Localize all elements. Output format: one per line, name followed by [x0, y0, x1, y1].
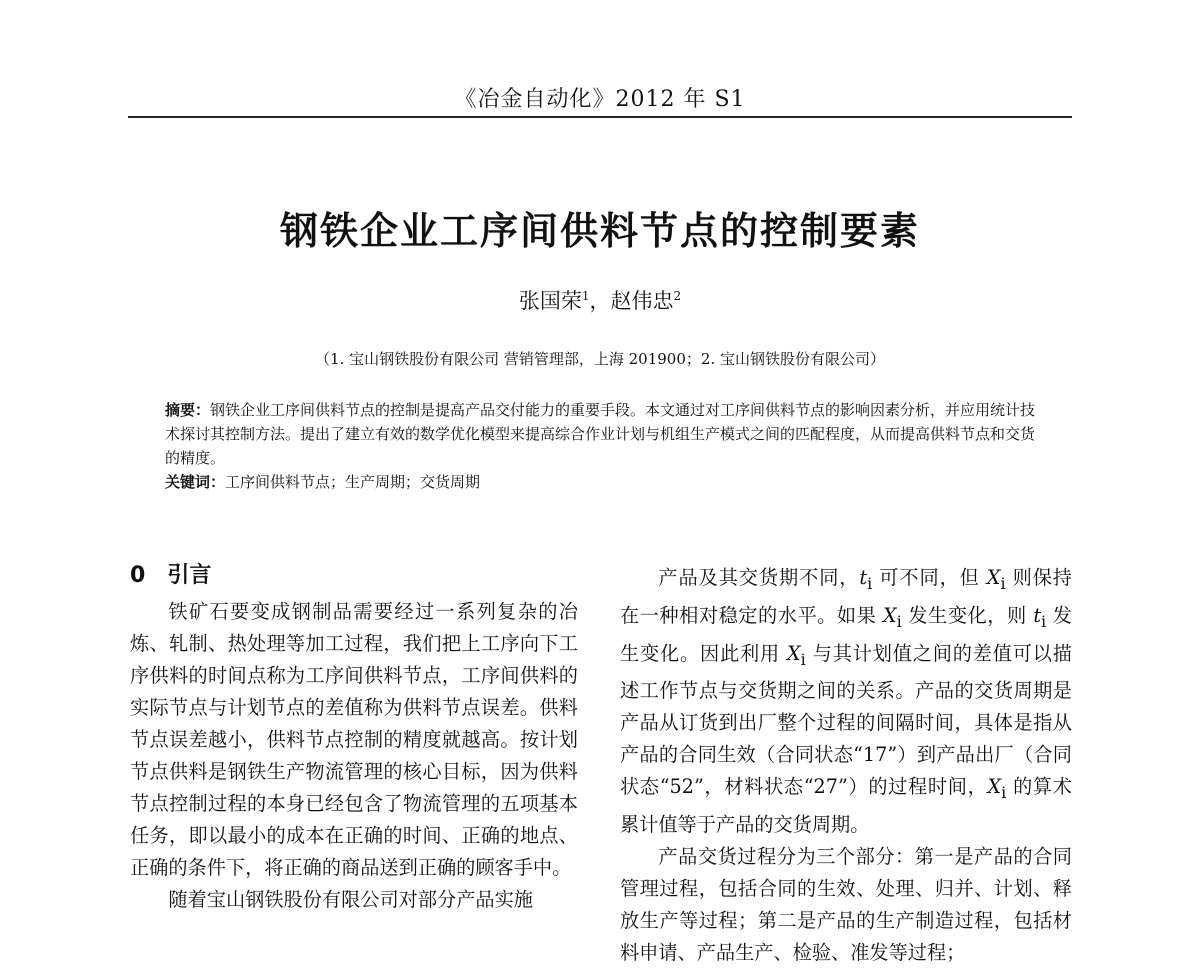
text-run: 发生变化，则 — [901, 603, 1034, 627]
journal-header: 《冶金自动化》2012 年 S1 — [454, 87, 746, 112]
var-sub: i — [800, 649, 806, 669]
author-1: 张国荣 — [518, 289, 582, 313]
right-column — [620, 562, 1072, 965]
abstract — [165, 398, 1045, 470]
keywords-text: 工序间供料节点；生产周期；交货周期 — [225, 473, 481, 491]
text-run: 则保持在一种相对稳定的水平。如果 — [620, 566, 1072, 627]
keywords — [165, 470, 1045, 494]
text-run: 发生变化。因此利用 — [620, 603, 1072, 665]
var-x: X — [786, 641, 801, 665]
paper-title: 钢铁企业工序间供料节点的控制要素 — [279, 209, 920, 253]
var-x: X — [986, 566, 1001, 589]
var-x: X — [882, 603, 897, 627]
section-title: 引言 — [167, 563, 212, 588]
var-sub: i — [1041, 611, 1047, 631]
author-1-affil: 1 — [581, 289, 590, 303]
abstract-label: 摘要： — [165, 401, 211, 419]
author-2: 赵伟忠 — [610, 289, 674, 313]
var-sub: i — [1000, 573, 1006, 593]
right-paragraph-1 — [620, 562, 1072, 841]
author-2-affil: 2 — [673, 289, 682, 303]
text-run: 的算术累计值等于产品的交货周期。 — [620, 775, 1072, 837]
intro-paragraph-1: 铁矿石要变成钢制品需要经过一系列复杂的冶炼、轧制、热处理等加工过程，我们把上工序向下工序供料的时间点称为工序间供料节点，工序间供料的实际节点与计划节点的差值称为供料节点误差。供料节点误差越小，供料节点控制的精度就越高。按计划节点供料是钢铁生产物流管理的核心目标，因为供料节点控制过程的本身已经包含了物流管理的五项基本任务，即以最小的成本在正确的时间、正确的地点、正确的条件下，将正确的商品送到正确的顾客手中。 — [130, 600, 578, 879]
abstract-block — [165, 398, 1045, 494]
text-run: 可不同，但 — [872, 566, 987, 589]
var-x: X — [987, 775, 1002, 799]
var-sub: i — [1001, 783, 1007, 803]
var-t: t — [1033, 603, 1042, 627]
header-rule — [128, 116, 1072, 118]
text-run: 产品及其交货期不同， — [658, 566, 860, 589]
authors — [128, 285, 1072, 315]
section-number: 0 — [130, 563, 146, 588]
var-t: t — [859, 566, 868, 589]
right-paragraph-2: 产品交货过程分为三个部分：第一是产品的合同管理过程，包括合同的生效、处理、归并、计划、释放生产等过程；第二是产品的生产制造过程，包括材料申请、产品生产、检验、准发等过程； — [620, 845, 1072, 965]
left-column — [130, 596, 578, 952]
affiliation: （1. 宝山钢铁股份有限公司 营销管理部，上海 201900；2. 宝山钢铁股份有限公司） — [315, 350, 885, 368]
section-heading — [130, 558, 211, 589]
var-sub: i — [867, 573, 873, 593]
var-sub: i — [896, 611, 902, 631]
author-separator: ， — [589, 289, 611, 313]
keywords-label: 关键词： — [165, 473, 226, 491]
abstract-text: 钢铁企业工序间供料节点的控制是提高产品交付能力的重要手段。本文通过对工序间供料节点的影响因素分析，并应用统计技术探讨其控制方法。提出了建立有效的数学优化模型来提高综合作业计划与机组生产模式之间的匹配程度，从而提高供料节点和交货的精度。 — [165, 401, 1036, 467]
text-run: 与其计划值之间的差值可以描述工作节点与交货期之间的关系。产品的交货周期是产品从订货到出厂整个过程的间隔时间，具体是指从产品的合同生效（合同状态“17”）到产品出厂（合同状态“52”，材料状态“27”）的过程时间， — [620, 641, 1072, 799]
intro-paragraph-2: 随着宝山钢铁股份有限公司对部分产品实施 — [168, 888, 533, 911]
